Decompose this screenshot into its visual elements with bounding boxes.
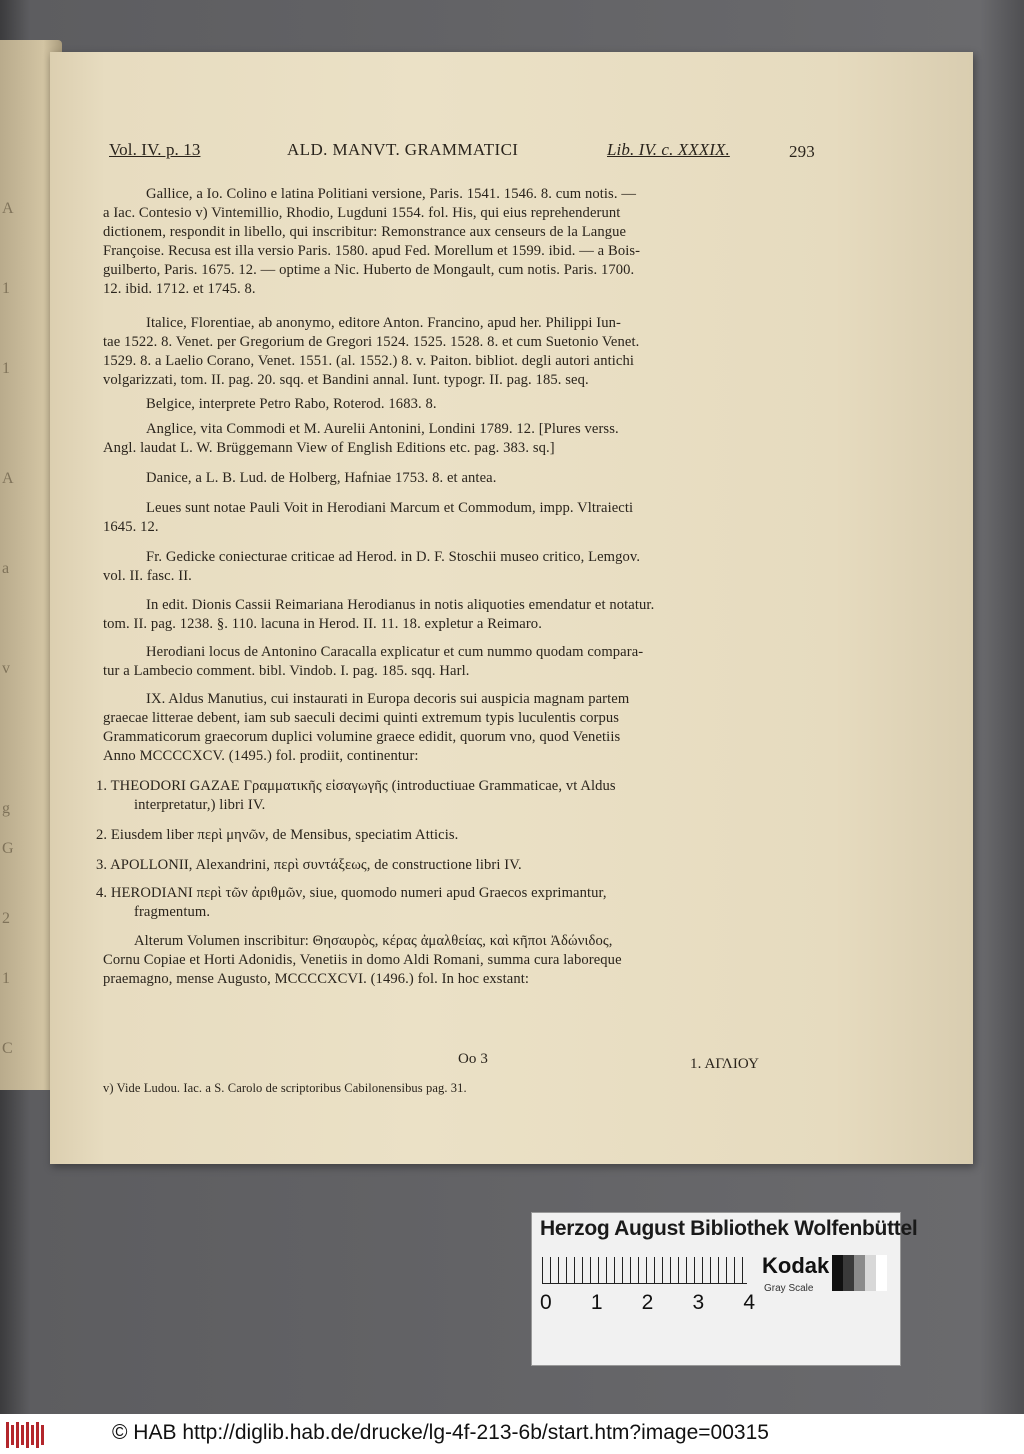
scale-ruler <box>542 1257 747 1283</box>
gray-swatch <box>843 1255 854 1291</box>
text-line: 2. Eiusdem liber περὶ μηνῶν, de Mensibus, speciatim Atticis. <box>96 827 459 843</box>
ruler-numbers: 0 1 2 3 4 <box>540 1291 755 1314</box>
text-line: graecae litterae debent, iam sub saeculi decimi quinti extremum typis luculentis corpus <box>103 710 620 726</box>
text-line: praemagno, mense Augusto, MCCCCXCVI. (1496.) fol. In hoc exstant: <box>103 971 530 987</box>
text-line: Alterum Volumen inscribitur: Θησαυρὸς, κέρας ἀμαλθείας, καὶ κῆποι Ἀδώνιδος, <box>134 933 613 949</box>
header-left: Vol. IV. p. 13 <box>109 140 201 159</box>
text-line: Danice, a L. B. Lud. de Holberg, Hafniae 1753. 8. et antea. <box>146 470 497 486</box>
text-line: guilberto, Paris. 1675. 12. — optime a Nic. Huberto de Mongault, cum notis. Paris. 1700. <box>103 262 635 278</box>
text-line: 1645. 12. <box>103 519 159 535</box>
text-line: interpretatur,) libri IV. <box>134 797 266 813</box>
color-calibration-card <box>531 1212 918 1366</box>
text-line: Grammaticorum graecorum duplici volumine graece edidit, quorum vno, quod Venetiis <box>103 729 621 745</box>
text-line: fragmentum. <box>134 904 211 920</box>
text-line: Belgice, interprete Petro Rabo, Roterod. 1683. 8. <box>146 396 437 412</box>
page-number: 293 <box>789 142 815 161</box>
signature-mark: Oo 3 <box>458 1051 488 1067</box>
hab-logo-icon <box>6 1422 48 1448</box>
catchword: 1. ΑΓΛΙΟΥ <box>690 1056 760 1072</box>
gray-swatch <box>832 1255 843 1291</box>
text-line: 1. THEODORI GAZAE Γραμματικῆς εἰσαγωγῆς (introductiuae Grammaticae, vt Aldus <box>96 778 616 794</box>
card-title: Herzog August Bibliothek Wolfenbüttel <box>540 1217 918 1240</box>
text-line: tom. II. pag. 1238. §. 110. lacuna in Herod. II. 11. 18. expletur a Reimaro. <box>103 616 542 632</box>
header-title: ALD. MANVT. GRAMMATICI <box>287 140 519 159</box>
previous-page-edge: A 1 1 A a v g G 2 1 C <box>0 40 62 1090</box>
gray-swatch <box>876 1255 887 1291</box>
text-line: 4. HERODIANI περὶ τῶν ἀριθμῶν, siue, quomodo numeri apud Graecos exprimantur, <box>96 885 607 901</box>
text-line: tur a Lambecio comment. bibl. Vindob. I. pag. 185. sqq. Harl. <box>103 663 470 679</box>
kodak-logo: Kodak <box>762 1253 830 1278</box>
text-line: tae 1522. 8. Venet. per Gregorium de Gregori 1524. 1525. 1528. 8. et cum Suetonio Venet. <box>103 334 640 350</box>
header-right: Lib. IV. c. XXXIX. <box>607 140 730 159</box>
text-line: In edit. Dionis Cassii Reimariana Herodianus in notis aliquoties emendatur et notatur. <box>146 597 655 613</box>
text-line: Leues sunt notae Pauli Voit in Herodiani Marcum et Commodum, impp. Vltraiecti <box>146 500 634 516</box>
text-line: Italice, Florentiae, ab anonymo, editore Anton. Francino, apud her. Philippi Iun- <box>146 315 621 331</box>
footer-bar <box>0 1414 1024 1454</box>
text-line: Anno MCCCCXCV. (1495.) fol. prodiit, continentur: <box>103 748 419 764</box>
source-url[interactable]: © HAB http://diglib.hab.de/drucke/lg-4f-213-6b/start.htm?image=00315 <box>112 1421 769 1444</box>
text-line: a Iac. Contesio v) Vintemillio, Rhodio, Lugduni 1554. fol. His, qui eius reprehenderunt <box>103 205 621 221</box>
text-line: 1529. 8. a Laelio Corano, Venet. 1551. (al. 1552.) 8. v. Paiton. bibliot. degli autori antichi <box>103 353 635 369</box>
text-line: Françoise. Recusa est illa versio Paris. 1580. apud Fed. Morellum et 1599. ibid. — a Bois- <box>103 243 641 259</box>
text-line: Cornu Copiae et Horti Adonidis, Venetiis in domo Aldi Romani, summa cura laboreque <box>103 952 622 968</box>
gray-scale-label: Gray Scale <box>764 1283 814 1294</box>
text-line: Anglice, vita Commodi et M. Aurelii Antonini, Londini 1789. 12. [Plures verss. <box>146 421 619 437</box>
gray-swatch <box>865 1255 876 1291</box>
text-line: volgarizzati, tom. II. pag. 20. sqq. et Bandini annal. Iunt. typogr. II. pag. 185. seq. <box>103 372 589 388</box>
text-line: IX. Aldus Manutius, cui instaurati in Europa decoris sui auspicia magnam partem <box>146 691 630 707</box>
text-line: dictionem, respondit in libello, qui inscribitur: Remonstrance aux censeurs de la Langue <box>103 224 627 240</box>
text-line: Herodiani locus de Antonino Caracalla explicatur et cum nummo quodam compara- <box>146 644 644 660</box>
gray-swatch <box>854 1255 865 1291</box>
text-line: vol. II. fasc. II. <box>103 568 192 584</box>
text-line: Gallice, a Io. Colino e latina Politiani versione, Paris. 1541. 1546. 8. cum notis. — <box>146 186 637 202</box>
text-line: 12. ibid. 1712. et 1745. 8. <box>103 281 256 297</box>
text-line: Fr. Gedicke coniecturae criticae ad Herod. in D. F. Stoschii museo critico, Lemgov. <box>146 549 641 565</box>
text-line: 3. APOLLONII, Alexandrini, περὶ συντάξεως, de constructione libri IV. <box>96 857 522 873</box>
footnote: v) Vide Ludou. Iac. a S. Carolo de scriptoribus Cabilonensibus pag. 31. <box>103 1081 467 1095</box>
gray-swatches <box>832 1255 887 1291</box>
text-line: Angl. laudat L. W. Brüggemann View of English Editions etc. pag. 383. sq.] <box>103 440 555 456</box>
